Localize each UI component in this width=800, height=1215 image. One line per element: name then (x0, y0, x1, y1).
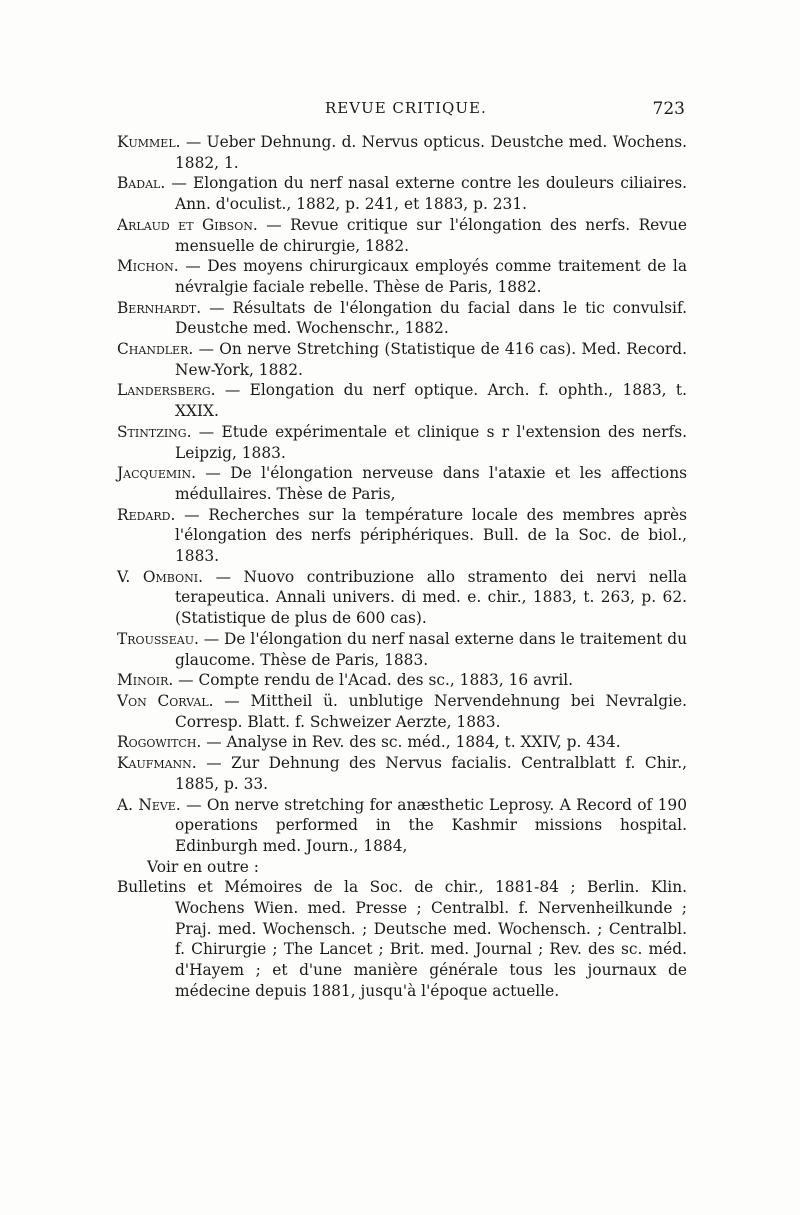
entry-author: A. Neve. (117, 795, 181, 814)
entry-author: Stintzing. (117, 422, 192, 441)
entry-text: — On nerve Stretching (Statistique de 416 cas). Med. Record. New-York, 1882. (175, 340, 687, 379)
bibliography-entry (117, 339, 687, 380)
bulletins-paragraph: Bulletins et Mémoires de la Soc. de chir., 1881-84 ; Berlin. Klin. Wochens Wien. med. Presse ; Centralbl. f. Nervenheilkunde ; Praj. med. Wochensch. ; Deutsche med. Wochensch. ; Centralbl. f. Chirurgie ; The Lancet ; Brit. med. Journal ; Rev. des sc. méd. d'Hayem ; et d'une manière générale tous les journaux de médecine depuis 1881, jusqu'à l'époque actuelle. (117, 878, 687, 1000)
bibliography (117, 132, 687, 1002)
entry-author: Landersberg. (117, 381, 216, 400)
entry-text: — Mittheil ü. unblutige Nervendehnung bei Nevralgie. Corresp. Blatt. f. Schweizer Aerzte, 1883. (175, 691, 687, 731)
bibliography-entry (117, 753, 687, 794)
bibliography-entry (117, 505, 687, 567)
bibliography-entry (117, 298, 687, 339)
bibliography-entry (117, 132, 687, 173)
entry-author: Arlaud et Gibson. (117, 215, 258, 234)
bibliography-entry (117, 380, 687, 421)
entry-author: V. Omboni. (117, 567, 203, 586)
entry-text: — Revue critique sur l'élongation des nerfs. Revue mensuelle de chirurgie, 1882. (175, 215, 688, 255)
entry-author: Minoir. (117, 671, 174, 690)
entry-text: — On nerve stretching for anæsthetic Leprosy. A Record of 190 operations performed in the Kashmir missions hospital. Edinburgh med. Journ., 1884, (175, 795, 687, 855)
bibliography-entry (117, 422, 687, 463)
bibliography-entry (117, 173, 687, 214)
entry-text: — De l'élongation du nerf nasal externe dans le traitement du glaucome. Thèse de Paris, 1883. (175, 629, 687, 669)
entry-text: — Analyse in Rev. des sc. méd., 1884, t. XXIV, p. 434. (201, 733, 621, 752)
entry-text: — Elongation du nerf nasal externe contre les douleurs ciliaires. Ann. d'oculist., 1882, p. 241, et 1883, p. 231. (165, 174, 687, 214)
bibliography-entry (117, 670, 687, 691)
entry-text: — Nuovo contribuzione allo stramento dei nervi nella terapeutica. Annali univers. di med. e. chir., 1883, t. 263, p. 62. (Statistique de plus de 600 cas). (175, 567, 687, 628)
entry-text: — Etude expérimentale et clinique s r l'extension des nerfs. Leipzig, 1883. (175, 422, 687, 462)
entry-author: Kaufmann. (117, 754, 197, 773)
bibliography-entry (117, 795, 687, 857)
bibliography-entry (117, 732, 687, 753)
entry-author: Kummel. (117, 133, 181, 151)
running-title: REVUE CRITIQUE. (325, 99, 487, 117)
entry-text: — Ueber Dehnung. d. Nervus opticus. Deustche med. Wochens. 1882, 1. (175, 133, 687, 172)
page-number: 723 (652, 99, 685, 119)
entry-author: Chandler. (117, 340, 194, 359)
entry-text: — Elongation du nerf optique. Arch. f. ophth., 1883, t. XXIX. (175, 381, 687, 421)
entry-author: Trousseau. (117, 629, 199, 648)
entry-text: — De l'élongation nerveuse dans l'ataxie et les affections médullaires. Thèse de Paris, (175, 464, 687, 503)
entry-author: Michon. (117, 257, 179, 276)
entry-author: Rogowitch. (117, 733, 202, 752)
entry-text: — Recherches sur la température locale des membres après l'élongation des nerfs périphériques. Bull. de la Soc. de biol., 1883. (175, 505, 687, 566)
entry-text: — Résultats de l'élongation du facial dans le tic convulsif. Deustche med. Wochenschr., 1882. (175, 298, 687, 338)
entry-text: — Des moyens chirurgicaux employés comme traitement de la névralgie faciale rebelle. Thèse de Paris, 1882. (175, 257, 687, 296)
entry-author: Bernhardt. (117, 298, 202, 317)
bibliography-entry (117, 567, 687, 629)
bibliography-entry (117, 629, 687, 670)
bibliography-entry (117, 256, 687, 297)
entry-author: Badal. (117, 174, 166, 193)
entry-text: — Zur Dehnung des Nervus facialis. Centralblatt f. Chir., 1885, p. 33. (175, 754, 687, 793)
entry-text: — Compte rendu de l'Acad. des sc., 1883, 16 avril. (173, 671, 574, 690)
entry-author: Jacquemin. (117, 464, 196, 483)
bibliography-entry (117, 691, 687, 732)
bibliography-entry (117, 463, 687, 504)
see-also-label: Voir en outre : (147, 857, 259, 876)
page-header (115, 99, 685, 121)
entry-author: Redard. (117, 505, 176, 524)
entry-author: Von Corval. (117, 691, 214, 710)
bibliography-entry (117, 215, 687, 256)
